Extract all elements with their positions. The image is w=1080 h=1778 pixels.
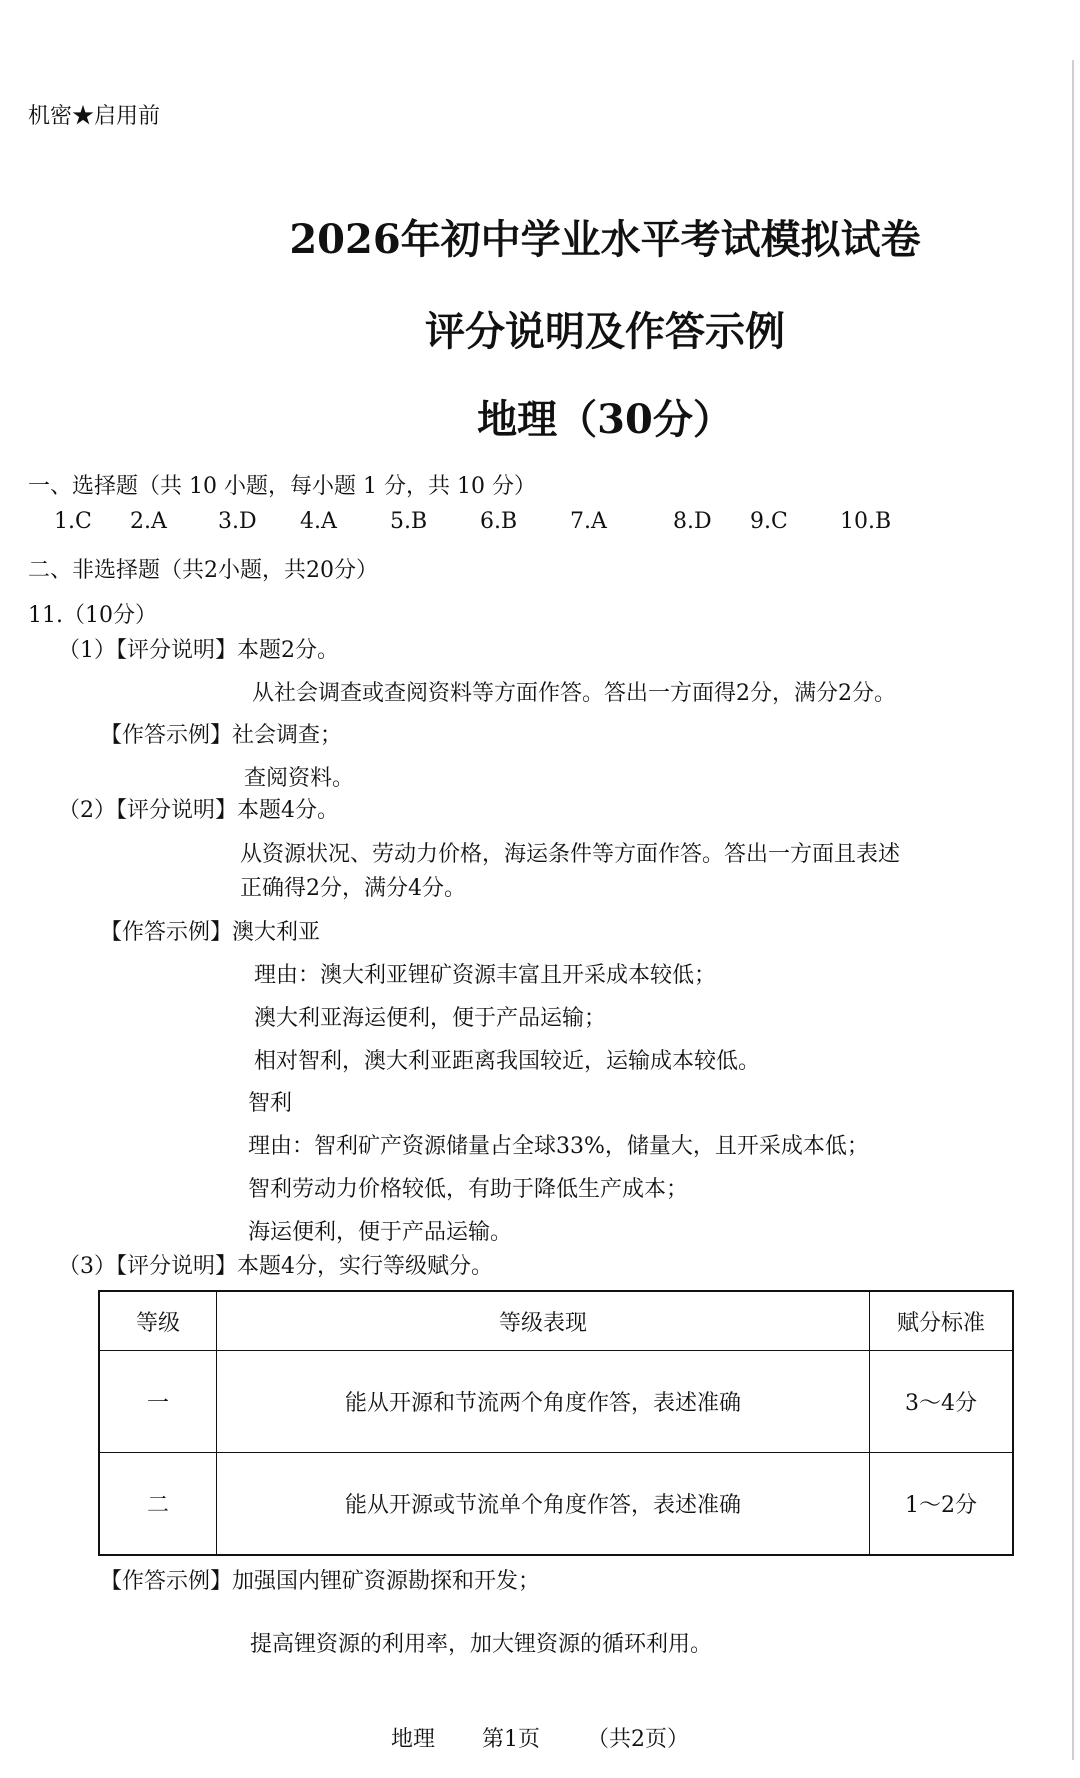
- q1-scoring-desc: 从社会调查或查阅资料等方面作答。答出一方面得2分，满分2分。: [252, 681, 896, 706]
- q2-aus-reason-2: 澳大利亚海运便利，便于产品运输；: [254, 1006, 607, 1031]
- footer-page: 第1页: [482, 1727, 540, 1752]
- table-cell: 二: [99, 1453, 217, 1556]
- answer-1: 1.C: [54, 509, 92, 534]
- table-header-cell: 赋分标准: [870, 1291, 1014, 1351]
- q2-chile-reason-3: 海运便利，便于产品运输。: [248, 1220, 513, 1245]
- answer-2: 2.A: [130, 509, 167, 534]
- part2-heading: 二、非选择题（共2小题，共20分）: [28, 558, 378, 583]
- q2-example-label: 【作答示例】澳大利亚: [100, 920, 321, 945]
- q1-example-label: 【作答示例】社会调查；: [100, 723, 343, 748]
- q3-example-label: 【作答示例】加强国内锂矿资源勘探和开发；: [100, 1569, 541, 1594]
- grading-table: [98, 1290, 1014, 1556]
- table-row: [99, 1351, 1013, 1453]
- q2-scoring-desc-1: 从资源状况、劳动力价格，海运条件等方面作答。答出一方面且表述: [240, 842, 901, 867]
- page-footer: [0, 1722, 1080, 1753]
- answer-4: 4.A: [300, 509, 337, 534]
- confidential-mark: 机密★启用前: [28, 104, 161, 129]
- q2-aus-reason-1: 理由：澳大利亚锂矿资源丰富且开采成本较低；: [254, 963, 717, 988]
- q2-scoring-desc-2: 正确得2分，满分4分。: [240, 876, 466, 901]
- q2-chile-reason-1: 理由：智利矿产资源储量占全球33%，储量大，且开采成本低；: [248, 1134, 869, 1159]
- table-cell: 能从开源和节流两个角度作答，表述准确: [217, 1351, 870, 1453]
- table-header-row: [99, 1291, 1013, 1351]
- answer-6: 6.B: [480, 509, 518, 534]
- q2-chile-label: 智利: [248, 1091, 293, 1116]
- table-row: [99, 1453, 1013, 1556]
- part1-heading: 一、选择题（共 10 小题，每小题 1 分，共 10 分）: [28, 474, 536, 499]
- q1-scoring-label: （1）【评分说明】本题2分。: [58, 638, 339, 663]
- answer-5: 5.B: [390, 509, 428, 534]
- footer-total: （共2页）: [587, 1727, 689, 1752]
- q2-aus-reason-3: 相对智利，澳大利亚距离我国较近，运输成本较低。: [254, 1049, 761, 1074]
- answer-10: 10.B: [840, 509, 892, 534]
- subject-title: 地理（30分）: [477, 396, 733, 443]
- table-cell: 一: [99, 1351, 217, 1453]
- q2-chile-reason-2: 智利劳动力价格较低，有助于降低生产成本；: [248, 1177, 689, 1202]
- table-header-cell: 等级表现: [217, 1291, 870, 1351]
- answer-7: 7.A: [570, 509, 607, 534]
- exam-title: 2026年初中学业水平考试模拟试卷: [289, 216, 921, 263]
- q2-scoring-label: （2）【评分说明】本题4分。: [58, 798, 339, 823]
- table-cell: 3～4分: [870, 1351, 1014, 1453]
- table-header-cell: 等级: [99, 1291, 217, 1351]
- table-cell: 1～2分: [870, 1453, 1014, 1556]
- subtitle: 评分说明及作答示例: [425, 308, 785, 355]
- q3-example-2: 提高锂资源的利用率，加大锂资源的循环利用。: [250, 1632, 713, 1657]
- footer-subject: 地理: [390, 1727, 435, 1752]
- answer-9: 9.C: [750, 509, 788, 534]
- q11-label: 11.（10分）: [28, 603, 157, 628]
- answer-3: 3.D: [218, 509, 257, 534]
- q1-example-2: 查阅资料。: [244, 766, 355, 791]
- q3-scoring-label: （3）【评分说明】本题4分，实行等级赋分。: [58, 1254, 493, 1279]
- answer-8: 8.D: [673, 509, 712, 534]
- table-cell: 能从开源或节流单个角度作答，表述准确: [217, 1453, 870, 1556]
